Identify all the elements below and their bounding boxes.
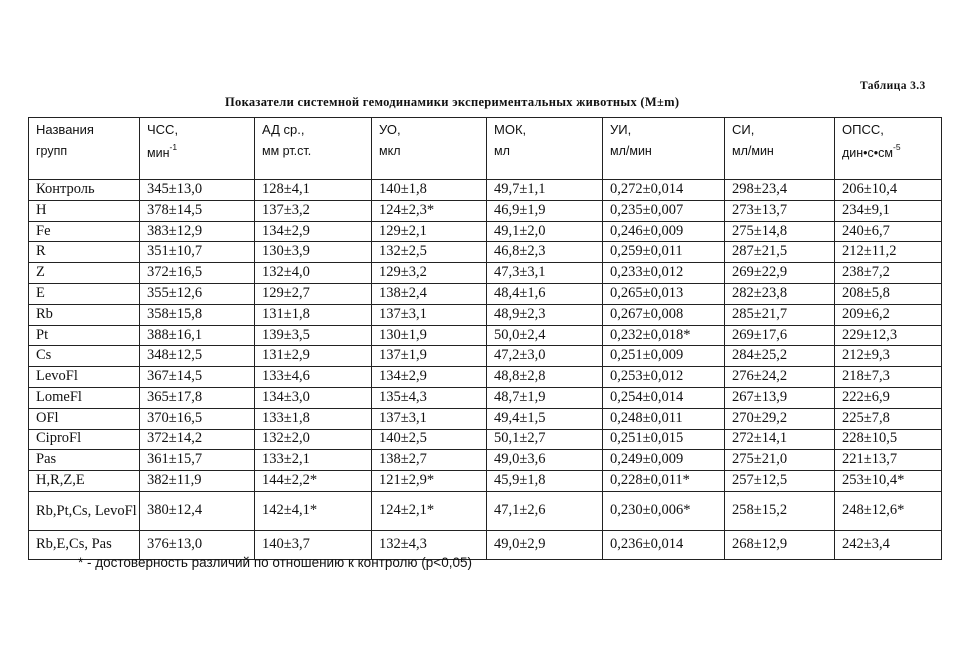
cell-vascular-resistance: 225±7,8 xyxy=(835,408,942,429)
cell-heart-rate: 351±10,7 xyxy=(140,242,255,263)
cell-cardiac-index: 258±15,2 xyxy=(725,491,835,530)
cell-vascular-resistance: 228±10,5 xyxy=(835,429,942,450)
cell-stroke-index: 0,265±0,013 xyxy=(603,283,725,304)
cell-stroke-volume: 129±3,2 xyxy=(372,263,487,284)
cell-cardiac-index: 287±21,5 xyxy=(725,242,835,263)
cell-cardiac-output: 47,1±2,6 xyxy=(487,491,603,530)
cell-stroke-volume: 132±2,5 xyxy=(372,242,487,263)
cell-stroke-index: 0,259±0,011 xyxy=(603,242,725,263)
cell-group: H xyxy=(29,200,140,221)
cell-mean-pressure: 133±4,6 xyxy=(255,367,372,388)
header-stroke-volume: УО, мкл xyxy=(372,118,487,180)
table-row xyxy=(29,429,942,450)
cell-group: Контроль xyxy=(29,180,140,201)
cell-stroke-index: 0,251±0,009 xyxy=(603,346,725,367)
cell-cardiac-index: 268±12,9 xyxy=(725,530,835,559)
cell-group: Rb,Pt,Cs, LevoFl xyxy=(29,491,140,530)
cell-mean-pressure: 131±1,8 xyxy=(255,304,372,325)
cell-group: Pt xyxy=(29,325,140,346)
cell-vascular-resistance: 253±10,4* xyxy=(835,471,942,492)
cell-stroke-volume: 137±3,1 xyxy=(372,304,487,325)
cell-heart-rate: 355±12,6 xyxy=(140,283,255,304)
header-vascular-resistance: ОПСС, $дин•с•см^{-5}$ xyxy=(835,118,942,180)
cell-stroke-index: 0,228±0,011* xyxy=(603,471,725,492)
cell-cardiac-output: 48,4±1,6 xyxy=(487,283,603,304)
cell-stroke-index: 0,254±0,014 xyxy=(603,387,725,408)
cell-mean-pressure: 128±4,1 xyxy=(255,180,372,201)
cell-mean-pressure: 131±2,9 xyxy=(255,346,372,367)
cell-stroke-index: 0,230±0,006* xyxy=(603,491,725,530)
cell-vascular-resistance: 242±3,4 xyxy=(835,530,942,559)
cell-group: Z xyxy=(29,263,140,284)
cell-vascular-resistance: 212±11,2 xyxy=(835,242,942,263)
cell-stroke-volume: 138±2,7 xyxy=(372,450,487,471)
cell-cardiac-output: 48,9±2,3 xyxy=(487,304,603,325)
cell-stroke-index: 0,236±0,014 xyxy=(603,530,725,559)
cell-mean-pressure: 132±2,0 xyxy=(255,429,372,450)
cell-group: CiproFl xyxy=(29,429,140,450)
cell-cardiac-output: 48,7±1,9 xyxy=(487,387,603,408)
cell-mean-pressure: 144±2,2* xyxy=(255,471,372,492)
cell-heart-rate: 388±16,1 xyxy=(140,325,255,346)
header-cardiac-output: МОК, мл xyxy=(487,118,603,180)
cell-mean-pressure: 132±4,0 xyxy=(255,263,372,284)
cell-heart-rate: 348±12,5 xyxy=(140,346,255,367)
cell-heart-rate: 372±16,5 xyxy=(140,263,255,284)
cell-vascular-resistance: 206±10,4 xyxy=(835,180,942,201)
cell-vascular-resistance: 208±5,8 xyxy=(835,283,942,304)
cell-vascular-resistance: 234±9,1 xyxy=(835,200,942,221)
cell-heart-rate: 378±14,5 xyxy=(140,200,255,221)
cell-stroke-volume: 130±1,9 xyxy=(372,325,487,346)
header-heart-rate: ЧСС, мин$^{-1}$ xyxy=(140,118,255,180)
table-row xyxy=(29,200,942,221)
cell-stroke-volume: 135±4,3 xyxy=(372,387,487,408)
cell-stroke-index: 0,267±0,008 xyxy=(603,304,725,325)
cell-heart-rate: 372±14,2 xyxy=(140,429,255,450)
cell-stroke-volume: 140±2,5 xyxy=(372,429,487,450)
cell-cardiac-index: 269±17,6 xyxy=(725,325,835,346)
cell-cardiac-index: 275±21,0 xyxy=(725,450,835,471)
cell-cardiac-output: 48,8±2,8 xyxy=(487,367,603,388)
cell-stroke-volume: 137±3,1 xyxy=(372,408,487,429)
cell-cardiac-output: 49,7±1,1 xyxy=(487,180,603,201)
cell-cardiac-output: 45,9±1,8 xyxy=(487,471,603,492)
cell-mean-pressure: 139±3,5 xyxy=(255,325,372,346)
cell-stroke-index: 0,248±0,011 xyxy=(603,408,725,429)
cell-stroke-index: 0,251±0,015 xyxy=(603,429,725,450)
cell-cardiac-output: 49,1±2,0 xyxy=(487,221,603,242)
cell-vascular-resistance: 212±9,3 xyxy=(835,346,942,367)
cell-mean-pressure: 134±3,0 xyxy=(255,387,372,408)
cell-mean-pressure: 130±3,9 xyxy=(255,242,372,263)
table-row xyxy=(29,367,942,388)
cell-cardiac-index: 269±22,9 xyxy=(725,263,835,284)
cell-cardiac-index: 275±14,8 xyxy=(725,221,835,242)
cell-group: Rb xyxy=(29,304,140,325)
cell-stroke-index: 0,232±0,018* xyxy=(603,325,725,346)
table-row xyxy=(29,283,942,304)
cell-group: E xyxy=(29,283,140,304)
cell-heart-rate: 358±15,8 xyxy=(140,304,255,325)
cell-heart-rate: 365±17,8 xyxy=(140,387,255,408)
cell-group: Rb,E,Cs, Pas xyxy=(29,530,140,559)
cell-heart-rate: 370±16,5 xyxy=(140,408,255,429)
cell-cardiac-index: 267±13,9 xyxy=(725,387,835,408)
cell-vascular-resistance: 238±7,2 xyxy=(835,263,942,284)
cell-cardiac-index: 270±29,2 xyxy=(725,408,835,429)
cell-vascular-resistance: 222±6,9 xyxy=(835,387,942,408)
cell-cardiac-output: 49,0±2,9 xyxy=(487,530,603,559)
table-row xyxy=(29,242,942,263)
cell-cardiac-index: 282±23,8 xyxy=(725,283,835,304)
cell-stroke-index: 0,235±0,007 xyxy=(603,200,725,221)
cell-group: Fe xyxy=(29,221,140,242)
cell-stroke-index: 0,253±0,012 xyxy=(603,367,725,388)
header-mean-pressure: АД ср., мм рт.ст. xyxy=(255,118,372,180)
cell-group: R xyxy=(29,242,140,263)
cell-mean-pressure: 134±2,9 xyxy=(255,221,372,242)
cell-heart-rate: 382±11,9 xyxy=(140,471,255,492)
cell-stroke-volume: 140±1,8 xyxy=(372,180,487,201)
cell-heart-rate: 345±13,0 xyxy=(140,180,255,201)
cell-mean-pressure: 142±4,1* xyxy=(255,491,372,530)
cell-cardiac-output: 46,8±2,3 xyxy=(487,242,603,263)
cell-mean-pressure: 129±2,7 xyxy=(255,283,372,304)
cell-stroke-index: 0,249±0,009 xyxy=(603,450,725,471)
cell-cardiac-output: 49,0±3,6 xyxy=(487,450,603,471)
cell-mean-pressure: 140±3,7 xyxy=(255,530,372,559)
cell-heart-rate: 361±15,7 xyxy=(140,450,255,471)
cell-vascular-resistance: 221±13,7 xyxy=(835,450,942,471)
table-row xyxy=(29,387,942,408)
cell-cardiac-index: 298±23,4 xyxy=(725,180,835,201)
cell-stroke-index: 0,246±0,009 xyxy=(603,221,725,242)
significance-footnote: * - достоверность различий по отношению к контролю (p<0,05) xyxy=(78,555,472,570)
cell-heart-rate: 376±13,0 xyxy=(140,530,255,559)
table-title: Показатели системной гемодинамики экспериментальных животных (M±m) xyxy=(225,95,680,109)
cell-vascular-resistance: 229±12,3 xyxy=(835,325,942,346)
cell-stroke-volume: 124±2,3* xyxy=(372,200,487,221)
cell-group: LomeFl xyxy=(29,387,140,408)
table-row xyxy=(29,325,942,346)
table-row xyxy=(29,180,942,201)
cell-cardiac-index: 273±13,7 xyxy=(725,200,835,221)
cell-stroke-index: 0,272±0,014 xyxy=(603,180,725,201)
cell-group: LevoFl xyxy=(29,367,140,388)
table-row xyxy=(29,346,942,367)
cell-stroke-volume: 132±4,3 xyxy=(372,530,487,559)
cell-stroke-volume: 124±2,1* xyxy=(372,491,487,530)
cell-group: Pas xyxy=(29,450,140,471)
cell-group: OFl xyxy=(29,408,140,429)
cell-vascular-resistance: 218±7,3 xyxy=(835,367,942,388)
table-number-label: Таблица 3.3 xyxy=(860,80,926,92)
cell-cardiac-index: 284±25,2 xyxy=(725,346,835,367)
header-group-name: Названия групп xyxy=(29,118,140,180)
header-cardiac-index: СИ, мл/мин xyxy=(725,118,835,180)
cell-stroke-volume: 134±2,9 xyxy=(372,367,487,388)
cell-cardiac-index: 257±12,5 xyxy=(725,471,835,492)
cell-cardiac-index: 272±14,1 xyxy=(725,429,835,450)
cell-cardiac-output: 46,9±1,9 xyxy=(487,200,603,221)
cell-heart-rate: 380±12,4 xyxy=(140,491,255,530)
table-row xyxy=(29,471,942,492)
header-stroke-index: УИ, мл/мин xyxy=(603,118,725,180)
cell-cardiac-output: 47,3±3,1 xyxy=(487,263,603,284)
cell-stroke-volume: 138±2,4 xyxy=(372,283,487,304)
table-row xyxy=(29,221,942,242)
cell-cardiac-output: 50,0±2,4 xyxy=(487,325,603,346)
cell-mean-pressure: 137±3,2 xyxy=(255,200,372,221)
cell-group: Cs xyxy=(29,346,140,367)
cell-stroke-volume: 121±2,9* xyxy=(372,471,487,492)
cell-vascular-resistance: 209±6,2 xyxy=(835,304,942,325)
table-row xyxy=(29,263,942,284)
cell-cardiac-index: 276±24,2 xyxy=(725,367,835,388)
cell-stroke-index: 0,233±0,012 xyxy=(603,263,725,284)
cell-vascular-resistance: 240±6,7 xyxy=(835,221,942,242)
cell-cardiac-index: 285±21,7 xyxy=(725,304,835,325)
cell-cardiac-output: 50,1±2,7 xyxy=(487,429,603,450)
hemodynamics-table xyxy=(28,117,942,560)
header-row xyxy=(29,118,942,180)
cell-cardiac-output: 49,4±1,5 xyxy=(487,408,603,429)
cell-cardiac-output: 47,2±3,0 xyxy=(487,346,603,367)
cell-stroke-volume: 137±1,9 xyxy=(372,346,487,367)
cell-group: H,R,Z,E xyxy=(29,471,140,492)
cell-heart-rate: 367±14,5 xyxy=(140,367,255,388)
cell-heart-rate: 383±12,9 xyxy=(140,221,255,242)
table-row xyxy=(29,450,942,471)
cell-mean-pressure: 133±2,1 xyxy=(255,450,372,471)
table-row xyxy=(29,304,942,325)
cell-mean-pressure: 133±1,8 xyxy=(255,408,372,429)
cell-stroke-volume: 129±2,1 xyxy=(372,221,487,242)
cell-vascular-resistance: 248±12,6* xyxy=(835,491,942,530)
table-row xyxy=(29,408,942,429)
table-row xyxy=(29,491,942,530)
